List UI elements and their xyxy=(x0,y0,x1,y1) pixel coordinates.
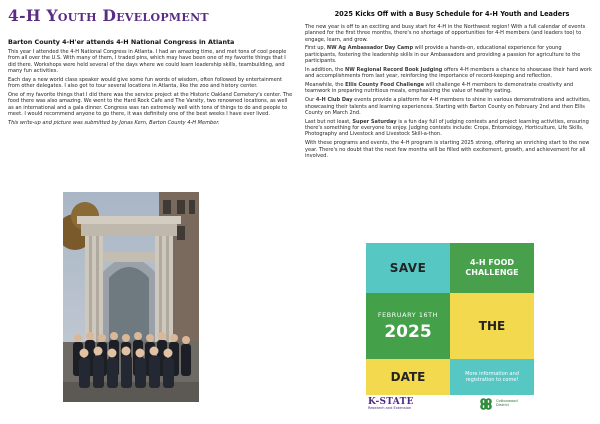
flyer-year: 2025 xyxy=(384,321,432,342)
section-paragraph-2 xyxy=(305,45,593,64)
para5-lead: Our xyxy=(305,97,316,104)
flyer-event-line2: CHALLENGE xyxy=(465,268,519,277)
article-paragraph-1: This year I attended the 4-H National Congress in Atlanta. I had an amazing time, and met tons of cool people from all over the U.S. With many of them, I traded pins, which may have been one of my favorite things that I did there. Workshops were held several of the days where we could learn leadership skills, teambuilding, and many fun activities. xyxy=(8,49,287,74)
article-headline: Barton County 4-H'er attends 4-H National Congress in Atlanta xyxy=(8,38,235,46)
section-paragraph-3 xyxy=(305,67,593,80)
article-paragraph-2: Each day a new world class speaker would give some fun words of wisdom, often followed by entertainment from other delegates. I also got to tour several locations in Atlanta, like the zoo and history center. xyxy=(8,76,282,90)
para3-rest: offers 4-H members a chance to showcase their hard work and accomplishments from last year, reinforcing the importance of record-keeping and reflection. xyxy=(305,66,592,80)
kstate-wordmark: K-STATE xyxy=(368,397,414,407)
section-paragraph-6 xyxy=(305,119,593,138)
masthead-title: 4-H Youth Development xyxy=(8,6,209,25)
event-super-saturday: Super Saturday xyxy=(352,118,397,125)
flyer-event-line1: 4-H FOOD xyxy=(469,258,515,267)
save-the-date-flyer xyxy=(366,243,534,413)
district-name xyxy=(496,399,518,408)
event-club-day: 4-H Club Day xyxy=(315,97,353,104)
district-line2: District xyxy=(496,403,509,408)
para2-lead: First up, xyxy=(305,45,327,52)
article-credit: This write-up and picture was submitted by Jonas Kern, Barton County 4-H Member. xyxy=(8,119,220,126)
event-ag-ambassador: NW Ag Ambassador Day Camp xyxy=(326,45,414,52)
para3-lead: In addition, the xyxy=(305,66,345,73)
event-record-book: NW Regional Record Book Judging xyxy=(344,66,443,73)
flyer-date-word: DATE xyxy=(366,359,450,395)
section-paragraph-7: With these programs and events, the 4-H program is starting 2025 strong, offering an enriching start to the new year. There's no doubt that the next few months will be filled with excitement, growth, and achievement for all involved. xyxy=(305,140,590,159)
section-paragraph-1: The new year is off to an exciting and busy start for 4-H in the Northwest region! With a full calendar of events planned for the first three months, there's no shortage of opportunities for 4-H members (and leaders too) to engage, learn, and grow. xyxy=(305,24,586,43)
para5-rest: events provide a platform for 4-H members to shine in various demonstrations and activities, showcasing their talents and learning experiences. Starting with Barton County on February 2nd and then Ellis County on March 2nd. xyxy=(305,97,591,116)
event-food-challenge: Ellis County Food Challenge xyxy=(345,82,425,89)
group-photo xyxy=(63,192,199,402)
section-title: 2025 Kicks Off with a Busy Schedule for 4-H Youth and Leaders xyxy=(334,10,570,18)
kstate-subtitle: Research and Extension xyxy=(368,406,412,410)
flyer-date-block xyxy=(366,293,450,359)
para4-lead: Meanwhile, the xyxy=(305,82,346,89)
flyer-more-info: More information and registration to come! xyxy=(450,359,534,395)
4h-clover-icon xyxy=(478,396,494,412)
district-line1: Cottonwood xyxy=(496,399,518,403)
para2-rest: will provide a hands-on, educational experience for young participants, fostering the leadership skills in our Ambassadors and providing a passion for agriculture to the participants. xyxy=(305,45,581,65)
article-body xyxy=(8,49,294,129)
section-paragraph-5 xyxy=(305,97,593,116)
flyer-footer xyxy=(366,395,534,413)
article-paragraph-3: One of my favorite things that I did there was the service project at the Historic Oakland Cemetery's center. The food there was also amazing. We went to the Hard Rock Cafe and The Varsity, two renowned locations, as well as an international and a gala dinner. Congress was ran extremely well with tons of things to do and people to meet. I would recommend anyone to go there, it was definitely one of the best weeks I have ever lived. xyxy=(8,91,293,117)
flyer-date: FEBRUARY 16TH xyxy=(377,310,439,319)
para6-rest: is a fun day full of judging contests and project learning activities, ensuring there's something for everyone to enjoy. Judging contests include: Crops, Entomology, Horticulture, Life Skills, Photography and Livestock and Livestock Skill-a-thon. xyxy=(305,118,589,138)
group-photo-illustration xyxy=(63,192,199,402)
kstate-logo xyxy=(368,397,428,410)
section-paragraph-4 xyxy=(305,82,593,95)
section-body xyxy=(305,24,593,162)
para4-rest: will challenge 4-H members to demonstrate creativity and teamwork in preparing nutritious meals, emphasizing the value of healthy eating. xyxy=(305,82,574,95)
flyer-event-name xyxy=(450,243,534,293)
flyer-save: SAVE xyxy=(366,243,450,293)
para6-lead: Last but not least, xyxy=(305,118,353,125)
flyer-the: THE xyxy=(450,293,534,359)
